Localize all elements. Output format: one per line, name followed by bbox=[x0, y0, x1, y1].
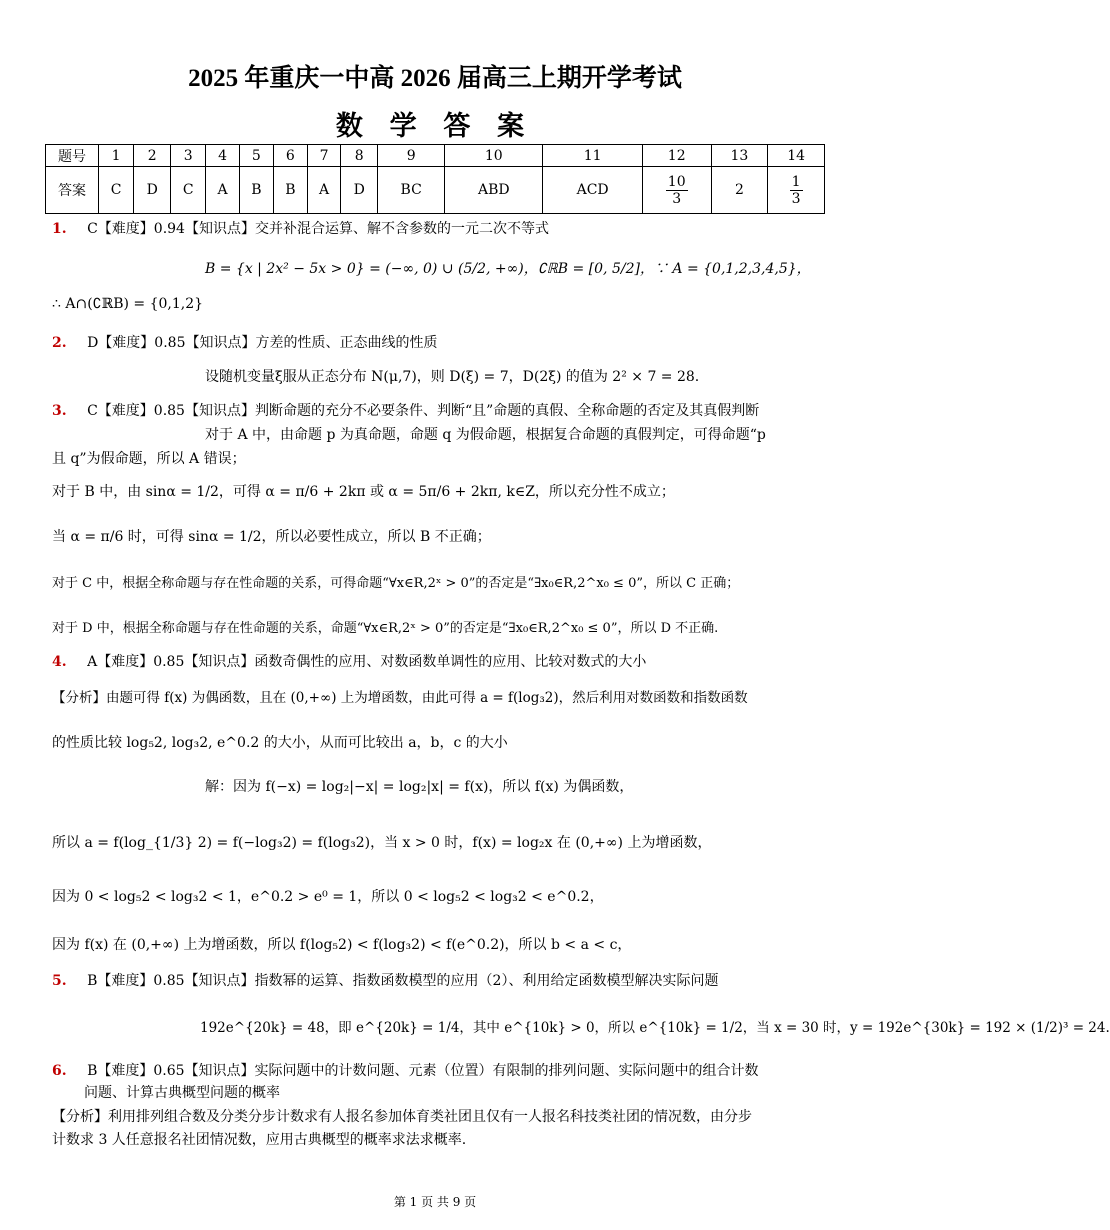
answer-cell: ACD bbox=[543, 167, 642, 214]
question-2-header bbox=[52, 332, 437, 352]
q3-line: 当 α = π/6 时，可得 sinα = 1/2，所以必要性成立，所以 B 不正确； bbox=[52, 529, 491, 545]
fraction bbox=[666, 174, 688, 207]
q3-line: 对于 B 中，由 sinα = 1/2，可得 α = π/6 + 2kπ 或 α = 5π/6 + 2kπ, k∈Z，所以充分性不成立； bbox=[52, 484, 675, 500]
table-cell: 7 bbox=[307, 145, 340, 167]
q4-line: 因为 f(x) 在 (0,+∞) 上为增函数，所以 f(log₅2) < f(log₃2) < f(e^0.2)，所以 b < a < c， bbox=[52, 937, 632, 953]
question-5-header bbox=[52, 970, 718, 990]
question-3-header bbox=[52, 400, 759, 420]
answer-cell: C bbox=[171, 167, 206, 214]
question-number: 6. bbox=[52, 1063, 67, 1079]
row-header-numbers: 题号 bbox=[46, 145, 99, 167]
question-meta: C【难度】0.85【知识点】判断命题的充分不必要条件、判断“且”命题的真假、全称命题的否定及其真假判断 bbox=[87, 403, 760, 419]
table-cell: 14 bbox=[768, 145, 825, 167]
question-meta: A【难度】0.85【知识点】函数奇偶性的应用、对数函数单调性的应用、比较对数式的大小 bbox=[87, 654, 647, 670]
answer-table bbox=[45, 144, 825, 214]
question-number: 5. bbox=[52, 973, 67, 989]
answer-cell: B bbox=[273, 167, 307, 214]
answer-cell-fraction bbox=[642, 167, 711, 214]
table-cell: 11 bbox=[543, 145, 642, 167]
q4-line: 所以 a = f(log_{1/3} 2) = f(−log₃2) = f(log₃2)，当 x > 0 时，f(x) = log₂x 在 (0,+∞) 上为增函数， bbox=[52, 835, 712, 851]
row-header-answers: 答案 bbox=[46, 167, 99, 214]
q3-line: 对于 D 中，根据全称命题与存在性命题的关系，命题“∀x∈R,2ˣ > 0”的否定是“∃x₀∈R,2^x₀ ≤ 0”，所以 D 不正确. bbox=[52, 621, 719, 636]
question-meta: C【难度】0.94【知识点】交并补混合运算、解不含参数的一元二次不等式 bbox=[87, 221, 549, 237]
table-cell: 2 bbox=[134, 145, 171, 167]
question-number: 3. bbox=[52, 403, 67, 419]
question-meta: D【难度】0.85【知识点】方差的性质、正态曲线的性质 bbox=[87, 335, 438, 351]
question-number: 1. bbox=[52, 221, 67, 237]
q4-line: 【分析】由题可得 f(x) 为偶函数，且在 (0,+∞) 上为增函数，由此可得 a = f(log₃2)，然后利用对数函数和指数函数 bbox=[52, 690, 748, 706]
q6-meta-cont: 问题、计算古典概型问题的概率 bbox=[84, 1085, 280, 1101]
answer-cell: 2 bbox=[711, 167, 768, 214]
table-cell: 8 bbox=[341, 145, 378, 167]
question-meta: B【难度】0.65【知识点】实际问题中的计数问题、元素（位置）有限制的排列问题、实际问题中的组合计数 bbox=[87, 1063, 759, 1079]
answer-cell: D bbox=[134, 167, 171, 214]
answer-cell: A bbox=[206, 167, 239, 214]
answer-cell: C bbox=[99, 167, 134, 214]
fraction bbox=[790, 174, 803, 207]
answer-cell: B bbox=[239, 167, 273, 214]
q4-line: 的性质比较 log₅2, log₃2, e^0.2 的大小，从而可比较出 a，b，c 的大小 bbox=[52, 735, 508, 751]
fraction-text: 10 bbox=[667, 173, 686, 190]
q4-line: 因为 0 < log₅2 < log₃2 < 1，e^0.2 > e⁰ = 1，所以 0 < log₅2 < log₃2 < e^0.2， bbox=[52, 889, 604, 905]
question-4-header bbox=[52, 651, 646, 671]
answer-cell: ABD bbox=[445, 167, 543, 214]
table-cell: 6 bbox=[273, 145, 307, 167]
q3-line: 对于 A 中，由命题 p 为真命题，命题 q 为假命题，根据复合命题的真假判定，可得命题“p bbox=[205, 427, 766, 443]
question-number: 2. bbox=[52, 335, 67, 351]
table-cell: 13 bbox=[711, 145, 768, 167]
table-cell: 9 bbox=[378, 145, 445, 167]
question-6-header bbox=[52, 1060, 759, 1080]
q6-line: 【分析】利用排列组合数及分类分步计数求有人报名参加体育类社团且仅有一人报名科技类社团的情况数，由分步 bbox=[52, 1109, 752, 1125]
table-cell: 10 bbox=[445, 145, 543, 167]
answer-cell: A bbox=[307, 167, 340, 214]
answer-cell-fraction bbox=[768, 167, 825, 214]
answer-cell: BC bbox=[378, 167, 445, 214]
table-cell: 1 bbox=[99, 145, 134, 167]
question-meta: B【难度】0.85【知识点】指数幂的运算、指数函数模型的应用（2）、利用给定函数模型解决实际问题 bbox=[87, 973, 719, 989]
q6-line: 计数求 3 人任意报名社团情况数，应用古典概型的概率求法求概率. bbox=[52, 1132, 467, 1148]
q3-line: 对于 C 中，根据全称命题与存在性命题的关系，可得命题“∀x∈R,2ˣ > 0”的否定是“∃x₀∈R,2^x₀ ≤ 0”，所以 C 正确； bbox=[52, 576, 740, 591]
answer-cell: D bbox=[341, 167, 378, 214]
table-row-answers bbox=[46, 167, 825, 214]
q1-result: ∴ A∩(∁ℝB) = {0,1,2} bbox=[52, 296, 204, 312]
table-row-numbers bbox=[46, 145, 825, 167]
table-cell: 4 bbox=[206, 145, 239, 167]
q3-line: 且 q”为假命题，所以 A 错误； bbox=[52, 451, 246, 467]
table-cell: 3 bbox=[171, 145, 206, 167]
q2-body: 设随机变量ξ服从正态分布 N(μ,7)，则 D(ξ) = 7，D(2ξ) 的值为 2² × 7 = 28. bbox=[205, 369, 700, 385]
table-cell: 5 bbox=[239, 145, 273, 167]
fraction-denominator: 3 bbox=[791, 190, 801, 207]
page-title: 2025 年重庆一中高 2026 届高三上期开学考试 bbox=[188, 65, 682, 92]
page-footer: 第 1 页 共 9 页 bbox=[393, 1195, 477, 1209]
q5-body: 192e^{20k} = 48，即 e^{20k} = 1/4，其中 e^{10k} > 0，所以 e^{10k} = 1/2，当 x = 30 时，y = 192e^{30k} = 192 × (1/2)³ = 24. bbox=[200, 1020, 1110, 1036]
question-number: 4. bbox=[52, 654, 67, 670]
question-1-header bbox=[52, 218, 549, 238]
fraction-text: 1 bbox=[791, 173, 801, 190]
fraction-denominator: 3 bbox=[672, 190, 682, 207]
q1-formula: B = {x | 2x² − 5x > 0} = (−∞, 0) ∪ (5/2, +∞)，∁ℝB = [0, 5/2]，∵ A = {0,1,2,3,4,5}， bbox=[205, 261, 811, 277]
q4-line: 解：因为 f(−x) = log₂|−x| = log₂|x| = f(x)，所以 f(x) 为偶函数， bbox=[205, 779, 634, 795]
page-subtitle: 数 学 答 案 bbox=[335, 111, 535, 141]
table-cell: 12 bbox=[642, 145, 711, 167]
